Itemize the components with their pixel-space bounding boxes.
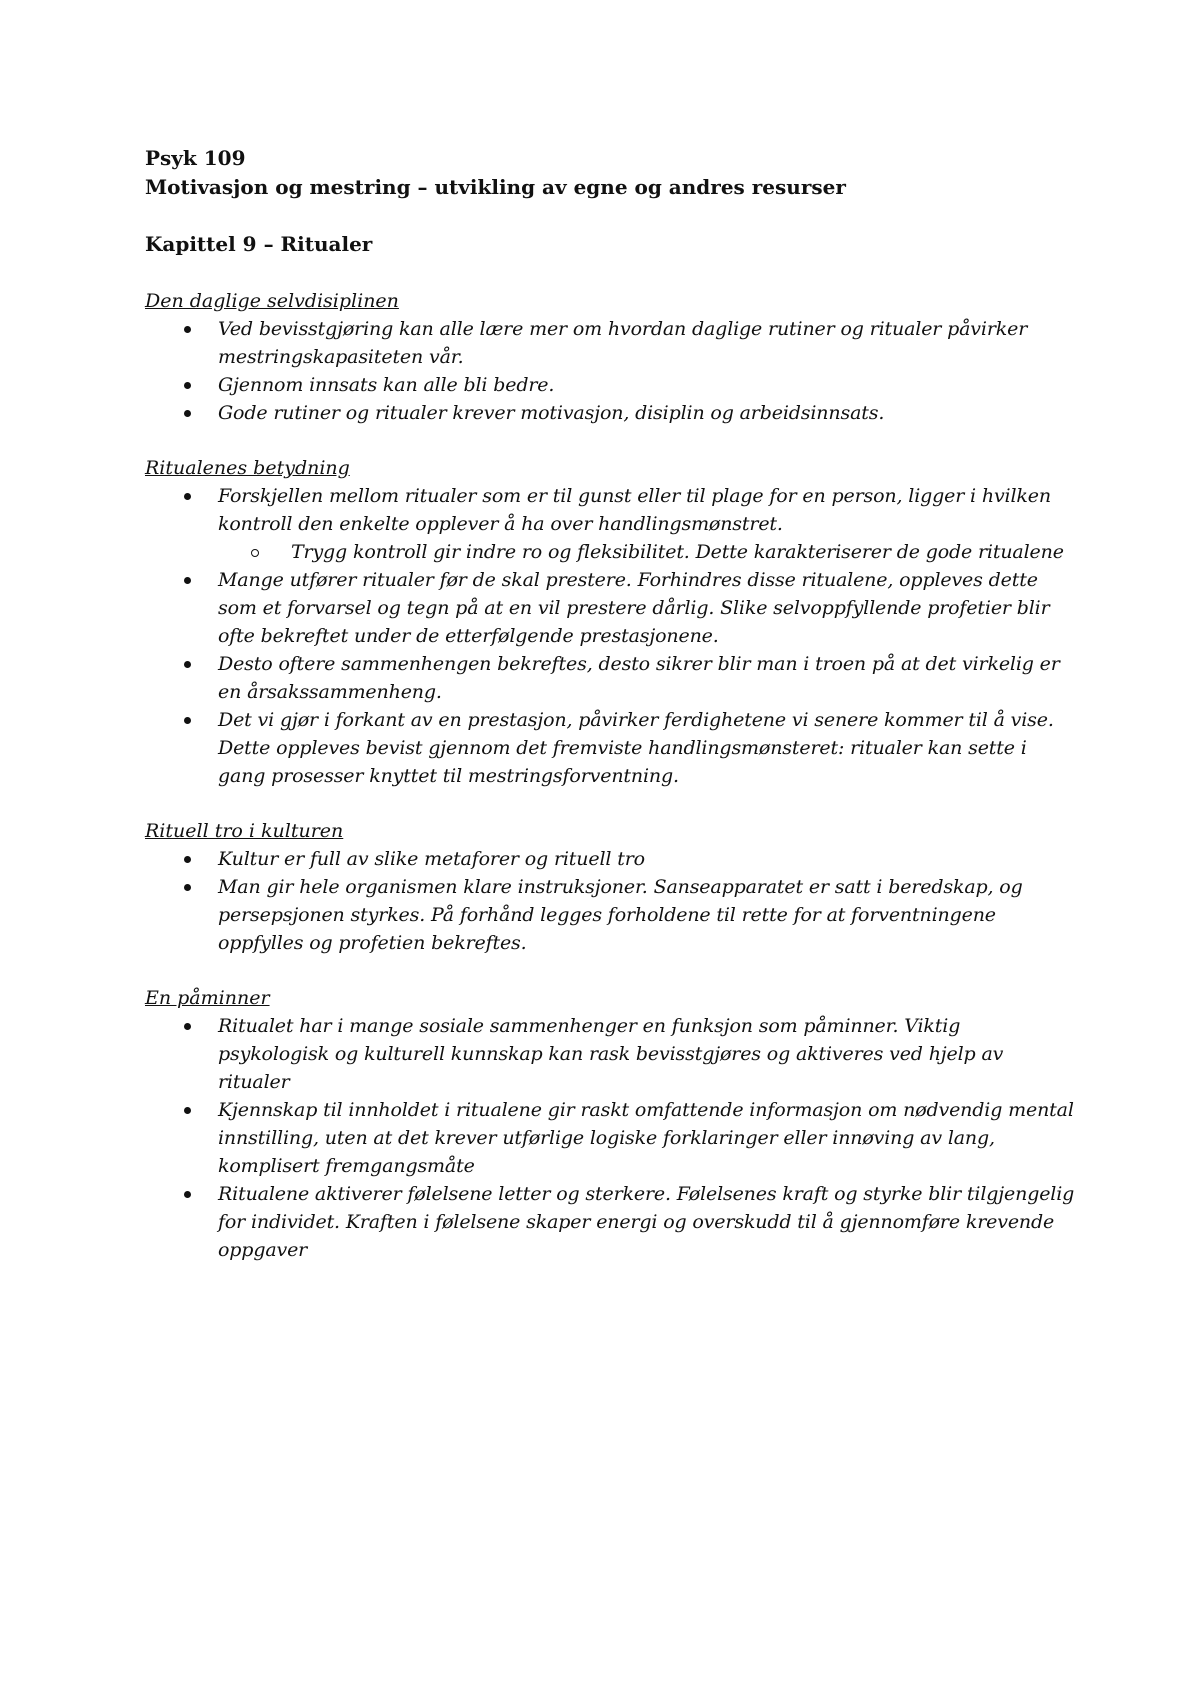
chapter-title: Kapittel 9 – Ritualer (145, 232, 373, 256)
list-item-text: Forskjellen mellom ritualer som er til gunst eller til plage for en person, ligger i hvilken kontroll den enkelte opplever å ha over handlingsmønstret. (218, 485, 1051, 535)
list-item (145, 706, 1075, 790)
list-item (145, 1012, 1075, 1096)
list-item (145, 873, 1075, 957)
bullet-icon (184, 326, 191, 333)
bullet-icon (184, 884, 191, 891)
list-item-text: Kjennskap til innholdet i ritualene gir raskt omfattende informasjon om nødvendig mental innstilling, uten at det krever utførlige logiske forklaringer eller innøving av lang, komplisert fremgangsmåte (218, 1099, 1074, 1177)
bullet-list (145, 1012, 1075, 1264)
list-item-text: Ritualene aktiverer følelsene letter og sterkere. Følelsenes kraft og styrke blir tilgjengelig for individet. Kraften i følelsene skaper energi og overskudd til å gjennomføre krevende oppgaver (218, 1183, 1075, 1261)
list-item (145, 566, 1075, 650)
list-item-text: Man gir hele organismen klare instruksjoner. Sanseapparatet er satt i beredskap, og persepsjonen styrkes. På forhånd legges forholdene til rette for at forventningene oppfylles og profetien bekreftes. (218, 876, 1023, 954)
bullet-list (145, 315, 1075, 427)
section-heading: Den daglige selvdisiplinen (145, 290, 399, 312)
section-heading: Ritualenes betydning (145, 457, 350, 479)
bullet-icon (184, 493, 191, 500)
section-heading: Rituell tro i kulturen (145, 820, 344, 842)
bullet-icon (184, 1191, 191, 1198)
bullet-list (145, 482, 1075, 790)
list-item (145, 315, 1075, 371)
list-item-text: Desto oftere sammenhengen bekreftes, desto sikrer blir man i troen på at det virkelig er en årsakssammenheng. (218, 653, 1060, 703)
list-item (145, 399, 1075, 427)
list-item-text: Gjennom innsats kan alle bli bedre. (218, 374, 555, 396)
document-subtitle: Motivasjon og mestring – utvikling av egne og andres resurser (145, 175, 846, 199)
sub-list-item (218, 538, 1075, 566)
bullet-icon (184, 410, 191, 417)
list-item-text: Det vi gjør i forkant av en prestasjon, påvirker ferdighetene vi senere kommer til å vise. Dette oppleves bevist gjennom det fremviste handlingsmønsteret: ritualer kan sette i gang prosesser knyttet til mestringsforventning. (218, 709, 1054, 787)
bullet-icon (184, 1107, 191, 1114)
sub-list-item-text: Trygg kontroll gir indre ro og fleksibilitet. Dette karakteriserer de gode ritualene (291, 541, 1064, 563)
list-item (145, 371, 1075, 399)
section-heading: En påminner (145, 987, 270, 1009)
bullet-icon (184, 661, 191, 668)
sub-bullet-list (218, 538, 1075, 566)
list-item-text: Gode rutiner og ritualer krever motivasjon, disiplin og arbeidsinnsats. (218, 402, 885, 424)
bullet-icon (184, 577, 191, 584)
list-item-text: Mange utfører ritualer før de skal prestere. Forhindres disse ritualene, oppleves dette som et forvarsel og tegn på at en vil prestere dårlig. Slike selvoppfyllende profetier blir ofte bekreftet under de etterfølgende prestasjonene. (218, 569, 1050, 647)
list-item (145, 845, 1075, 873)
bullet-icon (184, 856, 191, 863)
section-daily-self-discipline (145, 287, 1075, 427)
section-significance-of-rituals (145, 454, 1075, 790)
bullet-icon (184, 1023, 191, 1030)
document-page (145, 144, 1075, 1291)
list-item-text: Ritualet har i mange sosiale sammenhenger en funksjon som påminner. Viktig psykologisk og kulturell kunnskap kan rask bevisstgjøres og aktiveres ved hjelp av ritualer (218, 1015, 1004, 1093)
list-item (145, 1180, 1075, 1264)
list-item (145, 650, 1075, 706)
list-item (145, 1096, 1075, 1180)
hollow-bullet-icon (251, 549, 259, 557)
section-a-reminder (145, 984, 1075, 1264)
list-item-text: Kultur er full av slike metaforer og rituell tro (218, 848, 645, 870)
section-ritual-belief-in-culture (145, 817, 1075, 957)
bullet-icon (184, 382, 191, 389)
course-code: Psyk 109 (145, 146, 246, 170)
list-item (145, 482, 1075, 566)
bullet-icon (184, 717, 191, 724)
bullet-list (145, 845, 1075, 957)
list-item-text: Ved bevisstgjøring kan alle lære mer om hvordan daglige rutiner og ritualer påvirker mestringskapasiteten vår. (218, 318, 1028, 368)
